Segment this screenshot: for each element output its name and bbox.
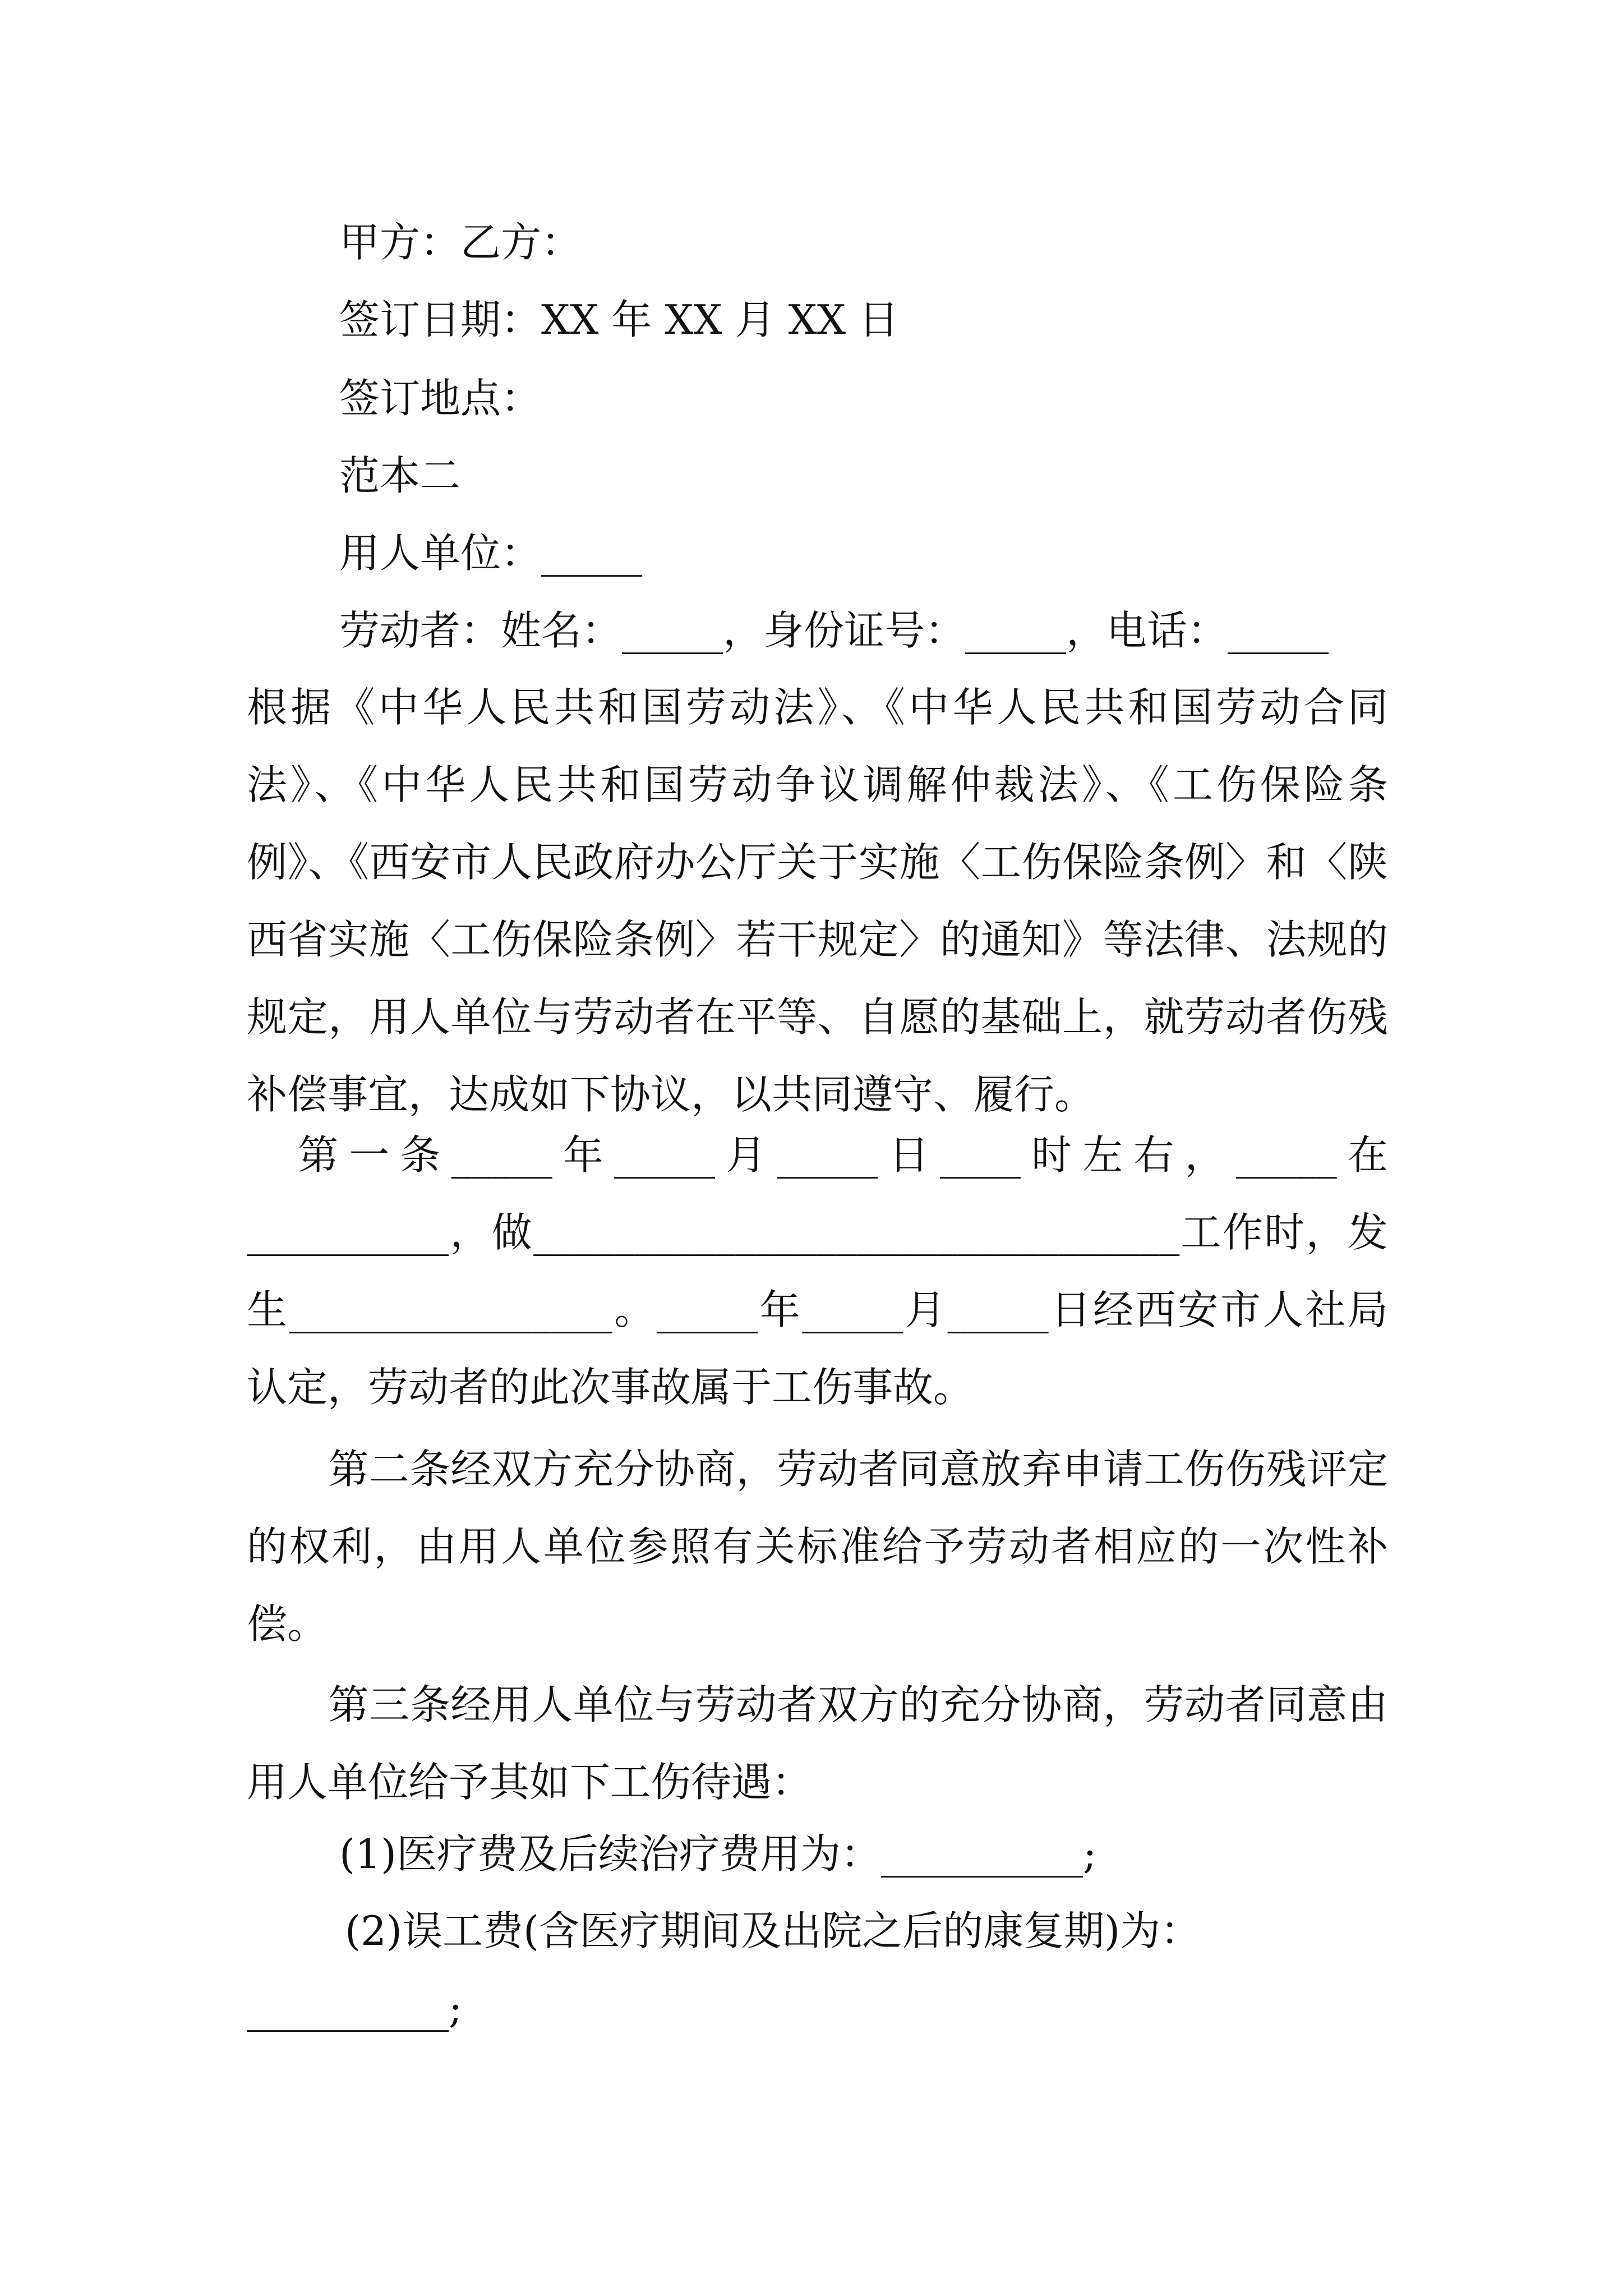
article-two-paragraph: 第二条经双方充分协商，劳动者同意放弃申请工伤伤残评定的权利，由用人单位参照有关标准给予劳动者相应的一次性补偿。	[247, 1446, 1388, 1648]
article-three-paragraph: 第三条经用人单位与劳动者双方的充分协商，劳动者同意由用人单位给予其如下工伤待遇：	[247, 1681, 1388, 1806]
template-heading: 范本二	[339, 452, 461, 499]
parties-line: 甲方：乙方：	[339, 219, 582, 266]
item-two-blank-line: __________;	[247, 1985, 463, 2032]
legal-basis-paragraph: 根据《中华人民共和国劳动法》、《中华人民共和国劳动合同法》、《中华人民共和国劳动争议调解仲裁法》、《工伤保险条例》、《西安市人民政府办公厅关于实施〈工伤保险条例〉和〈陕西省实施〈工伤保险条例〉若干规定〉的通知》等法律、法规的规定，用人单位与劳动者在平等、自愿的基础上，就劳动者伤残补偿事宜，达成如下协议，以共同遵守、履行。	[247, 684, 1388, 1118]
employer-line: 用人单位：_____	[339, 530, 643, 577]
article-one-paragraph: 第一条_____年_____月_____日____时左右，_____在__________，做________________________________工作时，发生________________。_____年_____月_____日经西安市人社局认定，劳动者的此次事故属于工伤事故。	[247, 1131, 1388, 1411]
sign-place-line: 签订地点：	[339, 375, 542, 422]
sign-date-line: 签订日期：XX 年 XX 月 XX 日	[339, 296, 899, 343]
worker-line: 劳动者：姓名：_____，身份证号：_____，电话：_____	[339, 607, 1329, 654]
item-one-line: (1)医疗费及后续治疗费用为：__________;	[339, 1830, 1097, 1878]
item-two-line: (2)误工费(含医疗期间及出院之后的康复期)为：	[345, 1907, 1201, 1954]
